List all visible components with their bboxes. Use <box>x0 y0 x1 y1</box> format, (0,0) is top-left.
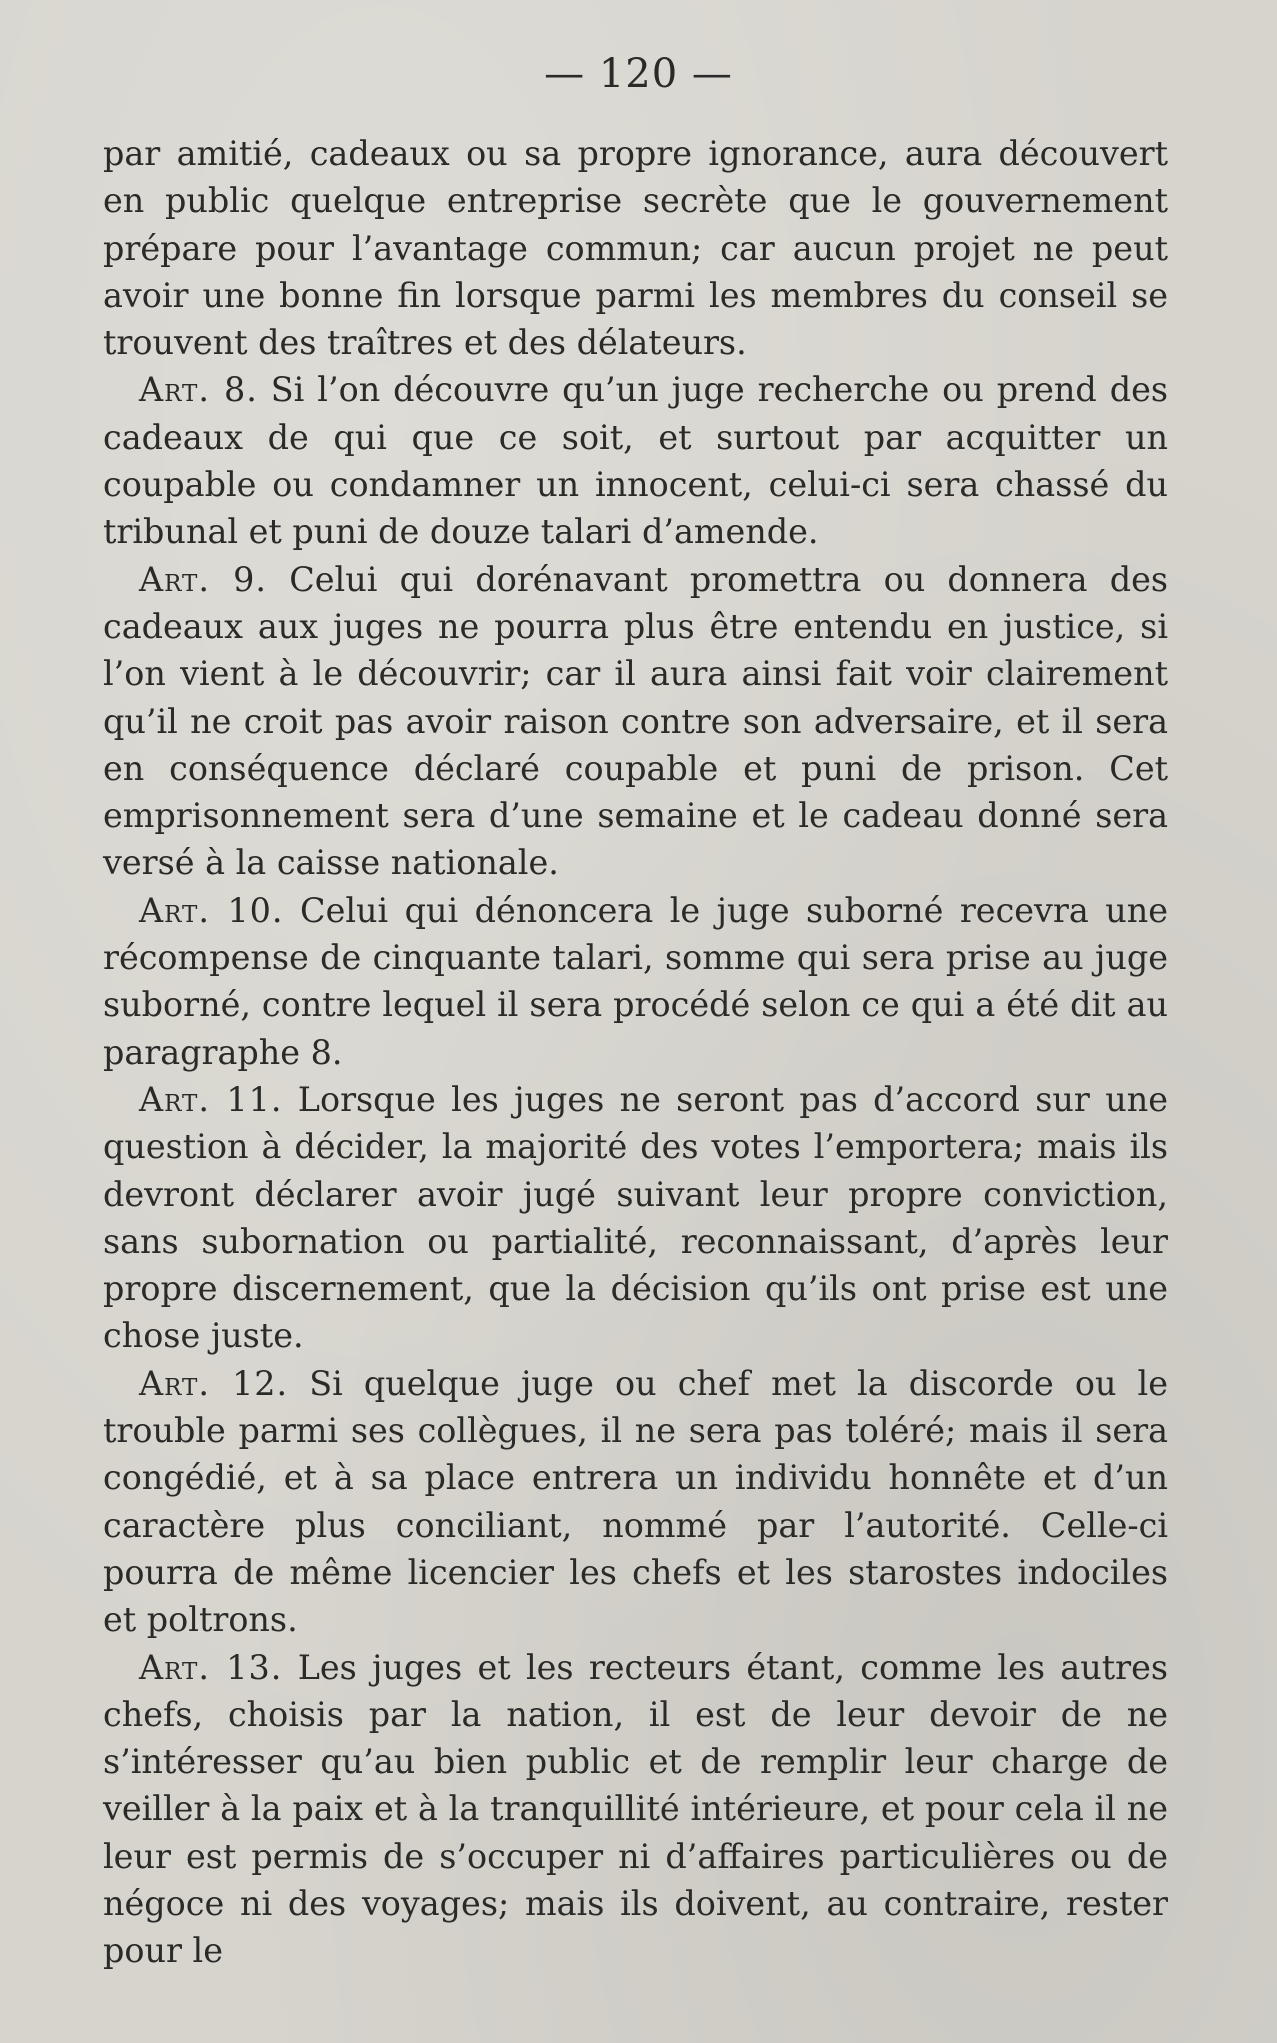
article-text: Les juges et les recteurs étant, comme les autres chefs, choisis par la nation, il est de leur devoir de ne s’intéresser qu’au bien public et de remplir leur charge de veiller à la paix et à la tranquillité intérieure, et pour cela il ne leur est permis de s’occuper ni d’affaires particulières ou de négoce ni des voyages; mais ils doivent, au contraire, rester pour le <box>103 1647 1168 1971</box>
page-number: — 120 — <box>544 51 733 97</box>
article-text: Si l’on découvre qu’un juge recherche ou prend des cadeaux de qui que ce soit, et surtout par acquitter un coupable ou condamner un innocent, celui-ci sera chassé du tribunal et puni de douze talari d’amende. <box>103 370 1168 552</box>
article-label: Art. 9. <box>139 559 268 599</box>
paragraph-text: par amitié, cadeaux ou sa propre ignorance, aura découvert en public quelque entreprise secrète que le gouvernement prépare pour l’avantage commun; car aucun projet ne peut avoir une bonne fin lorsque parmi les membres du conseil se trouvent des traîtres et des délateurs. <box>103 134 1168 363</box>
article-text: Celui qui dorénavant promettra ou donnera des cadeaux aux juges ne pourra plus être entendu en justice, si l’on vient à le découvrir; car il aura ainsi fait voir clairement qu’il ne croit pas avoir raison contre son adversaire, et il sera en conséquence déclaré coupable et puni de prison. Cet emprisonnement sera d’une semaine et le cadeau donné sera versé à la caisse nationale. <box>103 559 1168 883</box>
body-text <box>103 130 1168 1975</box>
article-13 <box>103 1644 1168 1975</box>
article-text: Si quelque juge ou chef met la discorde ou le trouble parmi ses collègues, il ne sera pas toléré; mais il sera congédié, et à sa place entrera un individu honnête et d’un caractère plus conciliant, nommé par l’autorité. Celle-ci pourra de même licencier les chefs et les starostes indociles et poltrons. <box>103 1363 1168 1640</box>
paragraph-continuation <box>103 130 1168 366</box>
article-label: Art. 12. <box>139 1363 289 1403</box>
article-label: Art. 8. <box>139 370 258 410</box>
article-text: Celui qui dénoncera le juge suborné recevra une récompense de cinquante talari, somme qui sera prise au juge suborné, contre lequel il sera procédé selon ce qui a été dit au paragraphe 8. <box>103 890 1168 1072</box>
article-12 <box>103 1360 1168 1644</box>
article-11 <box>103 1076 1168 1360</box>
article-label: Art. 11. <box>139 1079 283 1119</box>
article-text: Lorsque les juges ne seront pas d’accord sur une question à décider, la majorité des votes l’emportera; mais ils devront déclarer avoir jugé suivant leur propre conviction, sans subornation ou partialité, reconnaissant, d’après leur propre discernement, que la décision qu’ils ont prise est une chose juste. <box>103 1079 1168 1356</box>
article-label: Art. 13. <box>139 1647 283 1687</box>
article-9 <box>103 556 1168 887</box>
article-8 <box>103 366 1168 555</box>
article-10 <box>103 887 1168 1076</box>
article-label: Art. 10. <box>139 890 284 930</box>
